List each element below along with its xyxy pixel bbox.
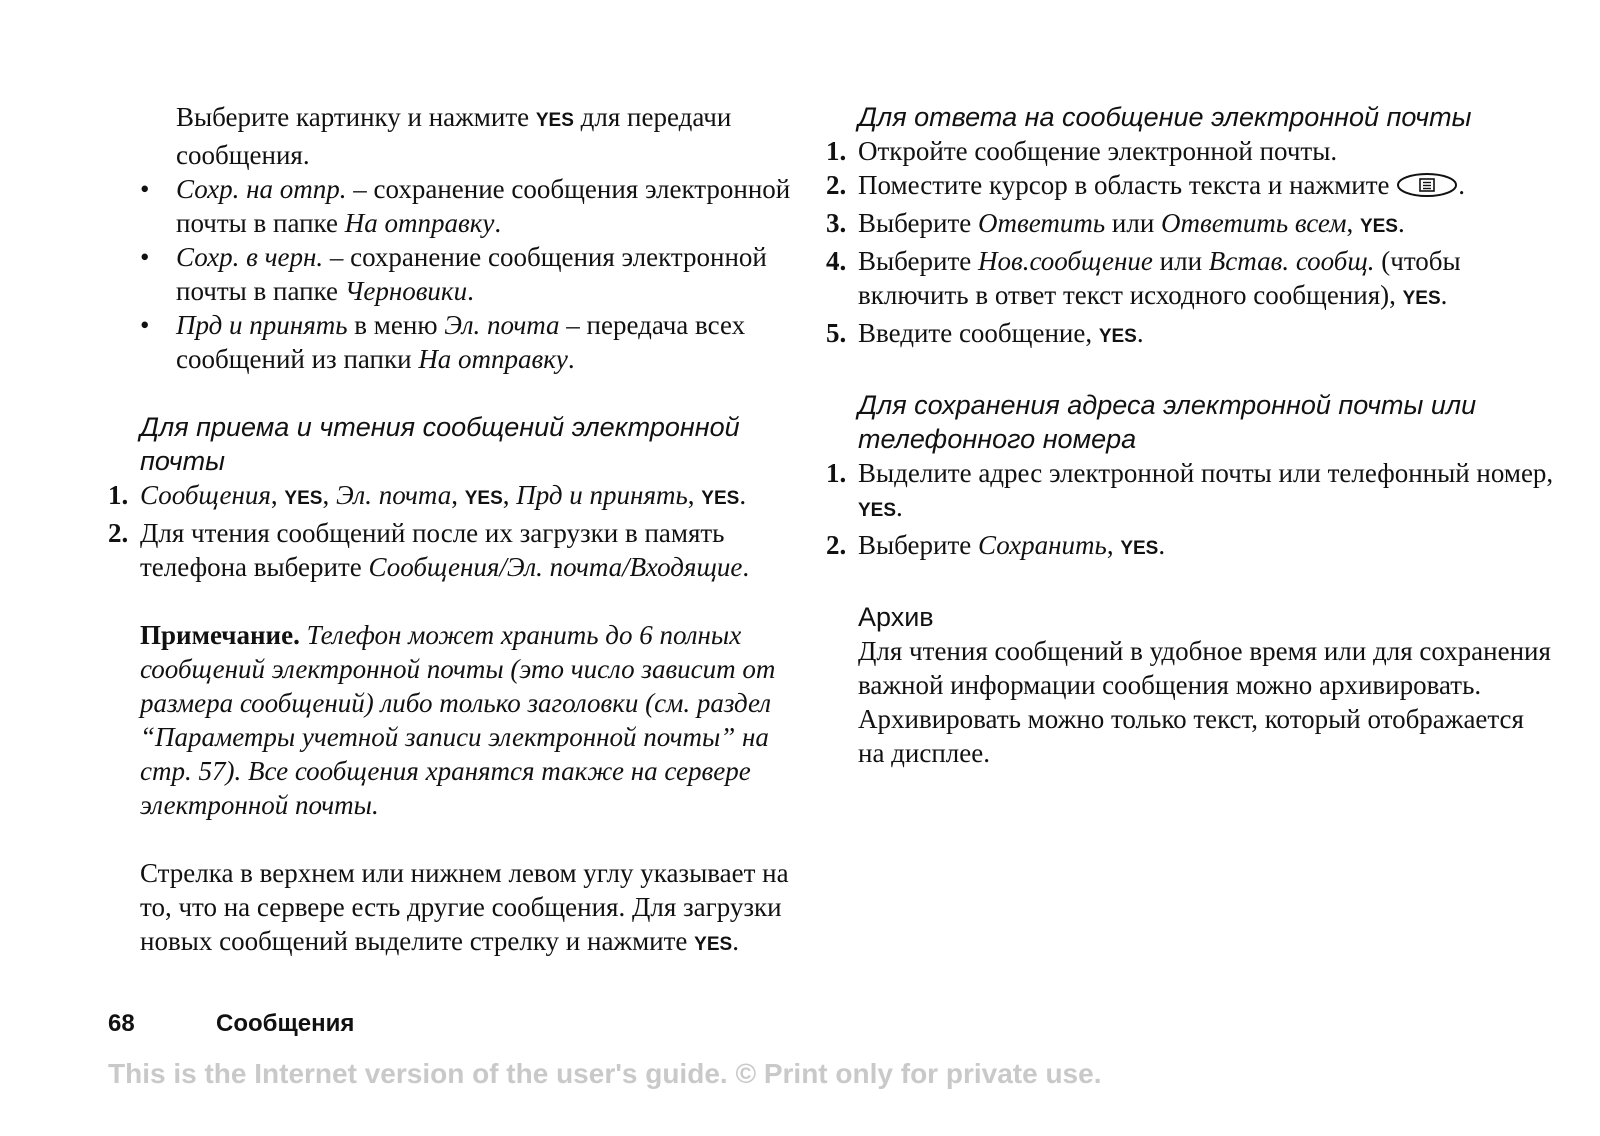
menu-term: Встав. сообщ. bbox=[1208, 246, 1375, 276]
separator: . bbox=[1440, 280, 1448, 310]
page-number: 68 bbox=[108, 1010, 135, 1037]
step-text: Выделите адрес электронной почты или телефонный номер, bbox=[858, 458, 1554, 488]
watermark-text: This is the Internet version of the user's guide. © Print only for private use. bbox=[108, 1058, 1102, 1089]
note-text: Телефон может хранить до 6 полных сообщений электронной почты (это число зависит от размера сообщений) либо только заголовки (см. раздел “Параметры учетной записи электронной почты” на стр. 57). Все сообщения хранятся также на сервере электронной почты. bbox=[140, 620, 776, 820]
yes-key-label: YES bbox=[1120, 538, 1159, 559]
separator: , bbox=[502, 480, 517, 510]
step-text: . bbox=[742, 552, 750, 582]
step-item bbox=[826, 456, 1557, 528]
separator: , bbox=[451, 480, 465, 510]
menu-key-icon bbox=[1396, 172, 1458, 206]
yes-key-label: YES bbox=[1402, 288, 1441, 309]
yes-key-label: YES bbox=[464, 488, 503, 509]
yes-key-label: YES bbox=[1359, 216, 1398, 237]
separator: , bbox=[270, 480, 285, 510]
archive-section bbox=[852, 600, 1557, 770]
step-item bbox=[826, 528, 1557, 566]
menu-path: Сообщения/Эл. почта/Входящие bbox=[368, 552, 743, 582]
step-text: Введите сообщение, bbox=[858, 318, 1099, 348]
menu-term: Прд и принять bbox=[176, 310, 348, 340]
bullet-list bbox=[108, 172, 823, 376]
menu-term: Ответить всем bbox=[1161, 208, 1347, 238]
step-item bbox=[826, 134, 1557, 168]
note-block bbox=[108, 618, 823, 822]
separator: . bbox=[739, 480, 747, 510]
menu-term: Эл. почта bbox=[335, 480, 452, 510]
item-text: . bbox=[467, 276, 474, 306]
arrow-paragraph bbox=[108, 856, 823, 962]
step-text: Выберите bbox=[858, 246, 978, 276]
reply-steps bbox=[826, 134, 1557, 354]
step-number: 2. bbox=[826, 530, 847, 560]
step-item bbox=[826, 168, 1557, 206]
separator: , bbox=[1106, 530, 1121, 560]
step-text: или bbox=[1105, 208, 1162, 238]
separator: , bbox=[322, 480, 336, 510]
item-text: – сохранение сообщения электронной почты в папке bbox=[176, 242, 767, 306]
menu-term: Сохр. в черн. bbox=[176, 242, 324, 272]
step-number: 3. bbox=[826, 208, 847, 238]
page-footer bbox=[108, 1010, 354, 1038]
step-text: Поместите курсор в область текста и нажмите bbox=[858, 170, 1397, 200]
save-steps bbox=[826, 456, 1557, 566]
step-number: 1. bbox=[826, 458, 847, 488]
section-heading: Архив bbox=[858, 602, 934, 632]
step-number: 2. bbox=[108, 518, 129, 548]
step-number: 5. bbox=[826, 318, 847, 348]
receive-steps bbox=[108, 478, 823, 584]
step-text: Выберите bbox=[858, 208, 978, 238]
reply-section bbox=[852, 100, 1557, 134]
list-item bbox=[108, 308, 823, 376]
folder-name: На отправку bbox=[418, 344, 568, 374]
yes-key-label: YES bbox=[535, 110, 574, 131]
step-item bbox=[826, 244, 1557, 316]
yes-key-label: YES bbox=[1098, 326, 1137, 347]
step-text: или bbox=[1152, 246, 1209, 276]
step-number: 1. bbox=[108, 480, 129, 510]
step-text: . bbox=[1458, 170, 1466, 200]
menu-term: Прд и принять bbox=[516, 480, 688, 510]
separator: , bbox=[1346, 208, 1360, 238]
yes-key-label: YES bbox=[701, 488, 740, 509]
item-text: . bbox=[494, 208, 502, 238]
step-number: 2. bbox=[826, 170, 847, 200]
yes-key-label: YES bbox=[694, 934, 733, 955]
step-text: (чтобы включить в ответ текст исходного сообщения), bbox=[858, 246, 1461, 310]
section-heading: Для ответа на сообщение электронной почты bbox=[858, 102, 1472, 132]
step-text: Выберите bbox=[858, 530, 978, 560]
menu-term: Сообщения bbox=[140, 480, 271, 510]
separator: . bbox=[896, 492, 903, 522]
archive-paragraph: Для чтения сообщений в удобное время или для сохранения важной информации сообщения можно архивировать. Архивировать можно только текст, который отображается на дисплее. bbox=[858, 636, 1551, 768]
left-column bbox=[108, 100, 823, 962]
separator: . bbox=[1158, 530, 1166, 560]
save-section bbox=[852, 388, 1557, 456]
separator: , bbox=[687, 480, 702, 510]
menu-term: Ответить bbox=[978, 208, 1106, 238]
item-text: в меню bbox=[347, 310, 445, 340]
list-item bbox=[108, 172, 823, 240]
right-column bbox=[826, 100, 1557, 770]
intro-text-end: для передачи сообщения. bbox=[176, 102, 732, 170]
section-heading: Для приема и чтения сообщений электронной почты bbox=[140, 412, 740, 476]
step-item bbox=[108, 516, 823, 584]
step-item bbox=[826, 206, 1557, 244]
menu-term: Эл. почта bbox=[444, 310, 560, 340]
separator: . bbox=[1397, 208, 1405, 238]
menu-term: Сохр. на отпр. bbox=[176, 174, 347, 204]
menu-term: Нов.сообщение bbox=[978, 246, 1153, 276]
section-heading: Для сохранения адреса электронной почты или телефонного номера bbox=[858, 390, 1477, 454]
step-text: Откройте сообщение электронной почты. bbox=[858, 136, 1338, 166]
section-name: Сообщения bbox=[216, 1010, 355, 1037]
intro-paragraph bbox=[108, 100, 823, 172]
yes-key-label: YES bbox=[284, 488, 323, 509]
item-text: . bbox=[567, 344, 575, 374]
intro-text: Выберите картинку и нажмите bbox=[176, 102, 536, 132]
paragraph-text: Стрелка в верхнем или нижнем левом углу указывает на то, что на сервере есть другие сообщения. Для загрузки новых сообщений выделите стрелку и нажмите bbox=[140, 858, 789, 956]
item-text: – сохранение сообщения электронной почты в папке bbox=[176, 174, 791, 238]
item-text: – передача всех сообщений из папки bbox=[176, 310, 746, 374]
receive-section bbox=[108, 410, 823, 478]
yes-key-label: YES bbox=[858, 500, 897, 521]
paragraph-text: . bbox=[732, 926, 739, 956]
note-label: Примечание. bbox=[140, 620, 300, 650]
folder-name: На отправку bbox=[344, 208, 495, 238]
step-text: Для чтения сообщений после их загрузки в память телефона выберите bbox=[140, 518, 725, 582]
separator: . bbox=[1136, 318, 1144, 348]
step-number: 4. bbox=[826, 246, 847, 276]
step-number: 1. bbox=[826, 136, 847, 166]
menu-term: Сохранить bbox=[978, 530, 1107, 560]
folder-name: Черновики bbox=[344, 276, 468, 306]
list-item bbox=[108, 240, 823, 308]
step-item bbox=[826, 316, 1557, 354]
step-item bbox=[108, 478, 823, 516]
